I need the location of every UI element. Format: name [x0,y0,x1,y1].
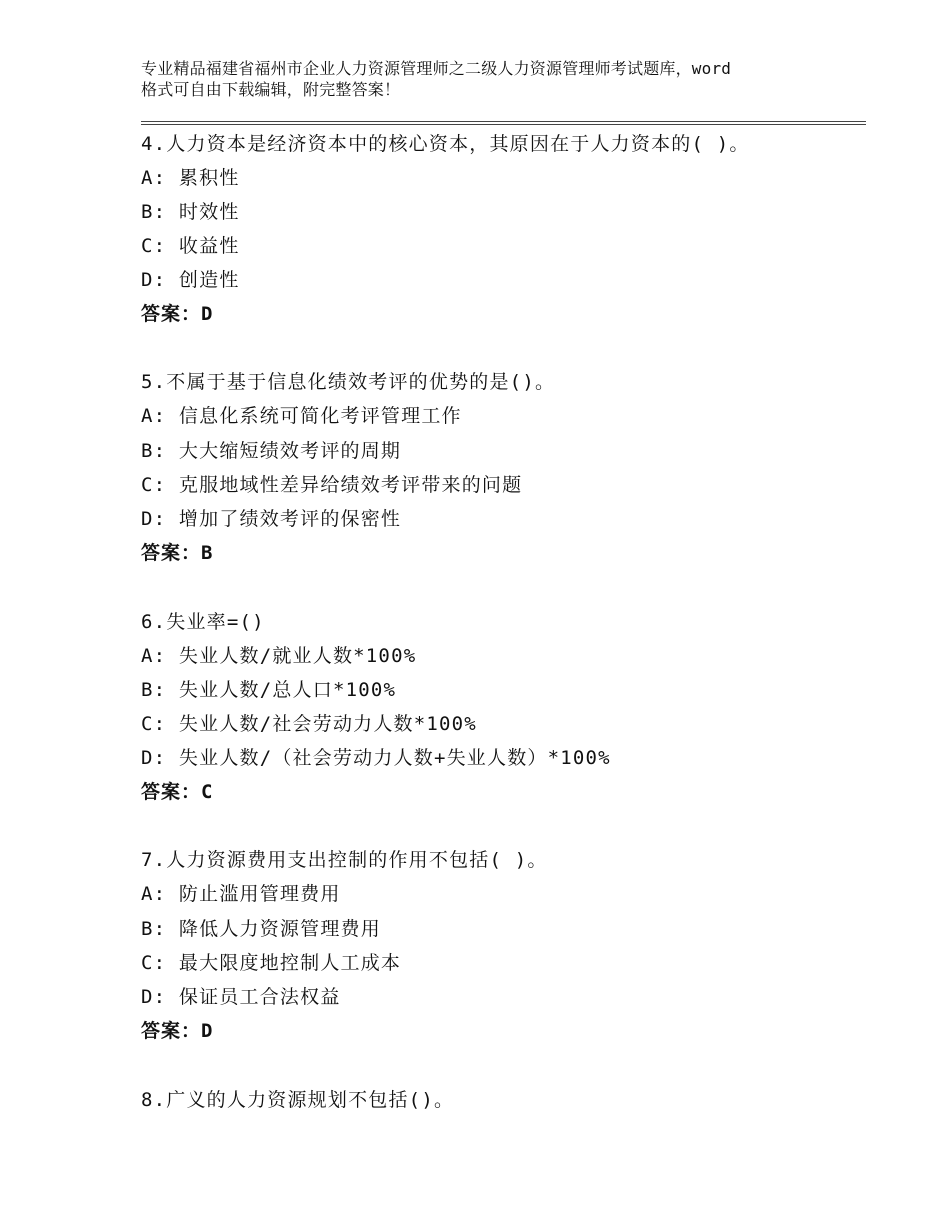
question-5-option-c: C: 克服地域性差异给绩效考评带来的问题 [141,474,523,496]
question-5-option-a: A: 信息化系统可简化考评管理工作 [141,405,462,427]
question-7-option-a: A: 防止滥用管理费用 [141,883,341,905]
question-7-option-c: C: 最大限度地控制人工成本 [141,952,402,974]
question-4-option-a: A: 累积性 [141,167,240,189]
question-6-answer: 答案：C [141,781,214,803]
question-6-option-a: A: 失业人数/就业人数*100% [141,645,417,667]
question-4-stem: 4.人力资本是经济资本中的核心资本，其原因在于人力资本的( )。 [141,133,750,155]
question-7-option-b: B: 降低人力资源管理费用 [141,918,381,940]
question-6-stem: 6.失业率=() [141,611,265,633]
question-6-option-c: C: 失业人数/社会劳动力人数*100% [141,713,477,735]
question-4-option-b: B: 时效性 [141,201,240,223]
question-7-answer: 答案：D [141,1020,214,1042]
question-5-stem: 5.不属于基于信息化绩效考评的优势的是()。 [141,371,556,393]
header-line-2: 格式可自由下载编辑，附完整答案！ [141,80,401,99]
question-6-option-b: B: 失业人数/总人口*100% [141,679,397,701]
question-6-option-d: D: 失业人数/（社会劳动力人数+失业人数）*100% [141,747,611,769]
question-5-option-d: D: 增加了绩效考评的保密性 [141,508,402,530]
question-8-stem: 8.广义的人力资源规划不包括()。 [141,1089,455,1111]
question-4-answer: 答案：D [141,303,214,325]
header-line-1: 专业精品福建省福州市企业人力资源管理师之二级人力资源管理师考试题库，word [141,59,732,78]
question-5-answer: 答案：B [141,542,214,564]
question-5-option-b: B: 大大缩短绩效考评的周期 [141,440,402,462]
question-4-option-c: C: 收益性 [141,235,240,257]
header-divider-top [141,121,866,122]
header-divider-bottom [141,124,866,125]
question-4-option-d: D: 创造性 [141,269,240,291]
document-header [141,58,831,100]
question-7-option-d: D: 保证员工合法权益 [141,986,341,1008]
question-7-stem: 7.人力资源费用支出控制的作用不包括( )。 [141,849,548,871]
